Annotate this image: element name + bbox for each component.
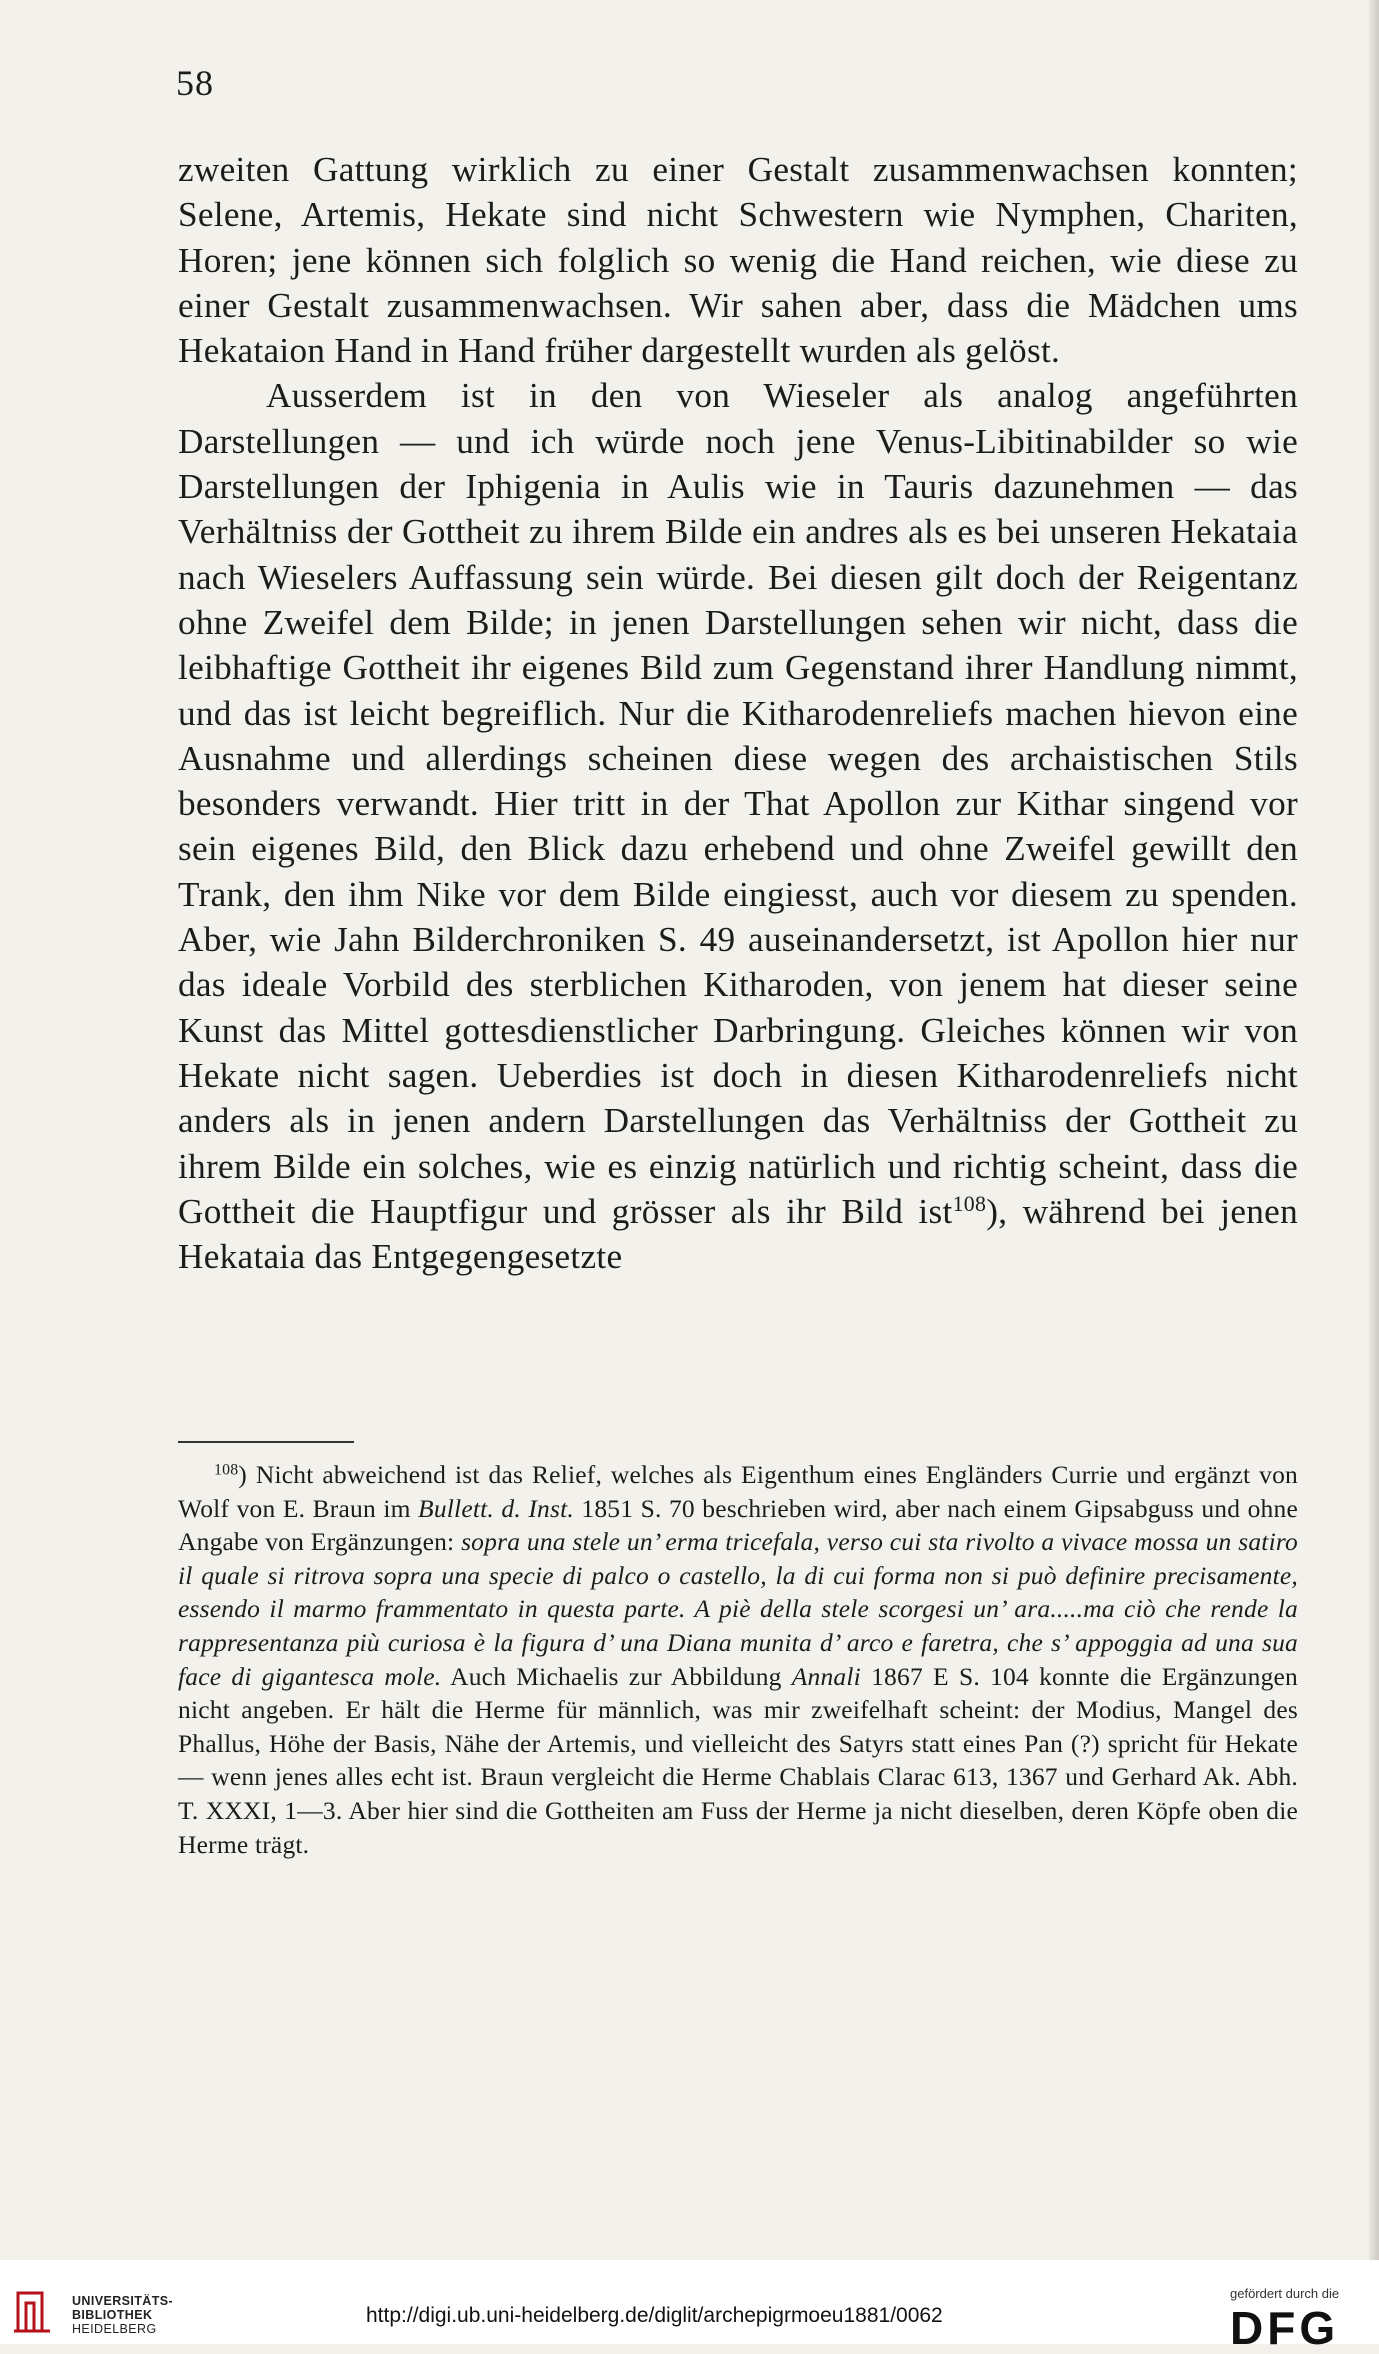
footnote-seg1: ) Nicht abweichend ist das Relief, welches als Eigenthum eines Engländers Currie und ergänzt von Wolf von E. Braun im xyxy=(178,1460,1298,1523)
footnote-italian-quote: sopra una stele un’ erma tricefala, verso cui sta rivolto a vivace mossa un satiro il quale si ritrova sopra una specie di palco o castello, la di cui forma non si può definire precisamente, essendo il marmo frammentato in questa parte. A piè della stele scorgesi un’ ara.....ma ciò che rende la rappresentanza più curiosa è la figura d’ una Diana munita d’ arco e faretra, che s’ appoggia ad una sua face di gigantesca mole. xyxy=(178,1527,1298,1691)
library-name-line-1: UNIVERSITÄTS- xyxy=(72,2294,174,2308)
page-edge xyxy=(1369,0,1379,2260)
sponsor-caption: gefördert durch die xyxy=(1230,2286,1340,2301)
digitization-footer xyxy=(0,2260,1379,2344)
paragraph-1: zweiten Gattung wirklich zu einer Gestalt zusammenwachsen konnten; Selene, Artemis, Hekate sind nicht Schwestern wie Nymphen, Chariten, Horen; jene können sich folglich so wenig die Hand reichen, wie diese zu einer Gestalt zusammenwachsen. Wir sahen aber, dass die Mädchen ums Hekataion Hand in Hand früher dargestellt wurden als gelöst. xyxy=(178,150,1298,371)
footnote-annali-title: Annali xyxy=(791,1661,861,1691)
footnote-text xyxy=(178,1458,1298,1861)
page-number: 58 xyxy=(176,63,214,103)
footnote-108 xyxy=(178,1458,1298,1861)
footnote-marker: 108 xyxy=(214,1461,239,1479)
library-name-line-2: BIBLIOTHEK xyxy=(72,2308,153,2322)
paragraph-2 xyxy=(178,373,1298,1279)
footnote-reference: 108 xyxy=(952,1191,987,1216)
library-name-line-3: HEIDELBERG xyxy=(72,2322,157,2336)
dfg-logo: DFG xyxy=(1230,2302,1340,2354)
main-text xyxy=(178,147,1298,1279)
footnote-seg7: 1867 E S. 104 konnte die Ergänzungen nicht angeben. Er hält die Herme für männlich, was mir zweifelhaft scheint: der Modius, Mangel des Phallus, Höhe der Basis, Nähe der Artemis, und vielleicht des Satyrs statt eines Pan (?) spricht für Hekate — wenn jenes alles echt ist. Braun vergleicht die Herme Chablais Clarac 613, 1367 und Gerhard Ak. Abh. T. XXXI, 1—3. Aber hier sind die Gottheiten am Fuss der Herme ja nicht dieselben, deren Köpfe oben die Herme trägt. xyxy=(178,1661,1298,1859)
footnote-journal-title: Bullett. d. Inst. xyxy=(418,1493,574,1523)
university-library-logo-icon xyxy=(12,2289,52,2335)
permalink-url[interactable]: http://digi.ub.uni-heidelberg.de/diglit/archepigrmoeu1881/0062 xyxy=(366,2304,943,2327)
footnote-divider xyxy=(178,1441,354,1443)
paragraph-2-continuation: ), während bei jenen Hekataia das Entgegengesetzte xyxy=(178,1191,1298,1277)
university-library-name xyxy=(72,2294,173,2336)
footnote-seg5: Auch Michaelis zur Abbildung xyxy=(441,1661,792,1691)
footnote-seg3: 1851 S. 70 beschrieben wird, aber nach einem Gipsabguss und ohne Angabe von Ergänzungen: xyxy=(178,1493,1298,1557)
paragraph-2-text: Ausserdem ist in den von Wieseler als analog angeführten Darstellungen — und ich würde noch jene Venus-Libitinabilder so wie Darstellungen der Iphigenia in Aulis wie in Tauris dazunehmen — das Verhältniss der Gottheit zu ihrem Bilde ein andres als es bei unseren Hekataia nach Wieselers Auffassung sein würde. Bei diesen gilt doch der Reigentanz ohne Zweifel dem Bilde; in jenen Darstellungen sehen wir nicht, dass die leibhaftige Gottheit ihr eigenes Bild zum Gegenstand ihrer Handlung nimmt, und das ist leicht begreiflich. Nur die Kitharodenreliefs machen hievon eine Ausnahme und allerdings scheinen diese wegen des archaistischen Stils besonders verwandt. Hier tritt in der That Apollon zur Kithar singend vor sein eigenes Bild, den Blick dazu erhebend und ohne Zweifel gewillt den Trank, den ihm Nike vor dem Bilde eingiesst, auch vor diesem zu spenden. Aber, wie Jahn Bilderchroniken S. 49 auseinandersetzt, ist Apollon hier nur das ideale Vorbild des sterblichen Kitharoden, von jenem hat dieser seine Kunst das Mittel gottesdienstlicher Darbringung. Gleiches können wir von Hekate nicht sagen. Ueberdies ist doch in diesen Kitharodenreliefs nicht anders als in jenen andern Darstellungen das Verhältniss der Gottheit zu ihrem Bilde ein solches, wie es einzig natürlich und richtig scheint, dass die Gottheit die Hauptfigur und grösser als ihr Bild ist xyxy=(178,376,1298,1231)
